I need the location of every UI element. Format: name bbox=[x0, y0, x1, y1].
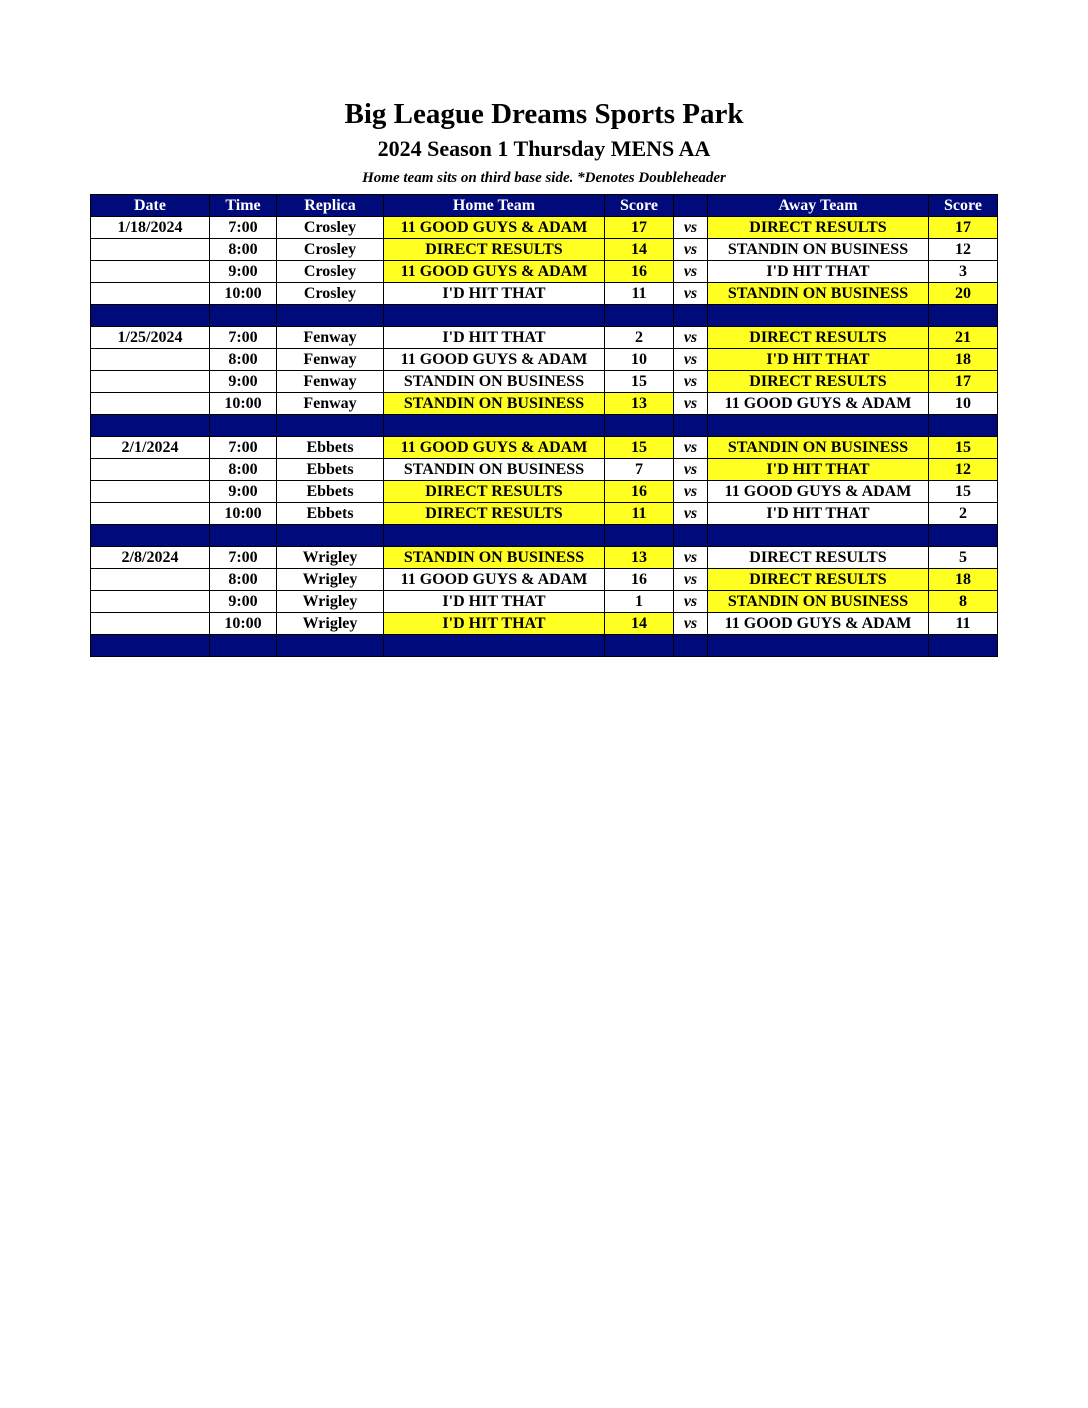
game-date bbox=[91, 503, 210, 525]
separator-cell bbox=[384, 635, 605, 657]
vs-label: vs bbox=[674, 481, 708, 503]
separator-cell bbox=[277, 525, 384, 547]
away-team: STANDIN ON BUSINESS bbox=[708, 437, 929, 459]
game-date bbox=[91, 283, 210, 305]
separator-cell bbox=[605, 415, 674, 437]
away-team: 11 GOOD GUYS & ADAM bbox=[708, 481, 929, 503]
game-row bbox=[91, 327, 998, 349]
game-time: 8:00 bbox=[210, 239, 277, 261]
game-field: Fenway bbox=[277, 349, 384, 371]
separator-cell bbox=[277, 305, 384, 327]
separator-cell bbox=[384, 305, 605, 327]
game-date bbox=[91, 591, 210, 613]
game-time: 7:00 bbox=[210, 327, 277, 349]
home-score: 10 bbox=[605, 349, 674, 371]
separator-cell bbox=[91, 635, 210, 657]
separator-cell bbox=[708, 635, 929, 657]
game-field: Wrigley bbox=[277, 547, 384, 569]
game-time: 8:00 bbox=[210, 459, 277, 481]
game-row bbox=[91, 349, 998, 371]
away-score: 21 bbox=[929, 327, 998, 349]
home-team: 11 GOOD GUYS & ADAM bbox=[384, 261, 605, 283]
home-score: 16 bbox=[605, 569, 674, 591]
game-date: 1/25/2024 bbox=[91, 327, 210, 349]
away-score: 17 bbox=[929, 371, 998, 393]
game-row bbox=[91, 591, 998, 613]
away-team: DIRECT RESULTS bbox=[708, 217, 929, 239]
home-score: 2 bbox=[605, 327, 674, 349]
separator-cell bbox=[929, 305, 998, 327]
home-team: I'D HIT THAT bbox=[384, 591, 605, 613]
away-team: DIRECT RESULTS bbox=[708, 327, 929, 349]
vs-label: vs bbox=[674, 437, 708, 459]
game-row bbox=[91, 503, 998, 525]
game-row bbox=[91, 569, 998, 591]
separator-cell bbox=[929, 635, 998, 657]
game-field: Wrigley bbox=[277, 613, 384, 635]
col-header-time: Time bbox=[210, 195, 277, 217]
game-time: 10:00 bbox=[210, 283, 277, 305]
separator-cell bbox=[929, 525, 998, 547]
game-time: 10:00 bbox=[210, 503, 277, 525]
separator-cell bbox=[674, 415, 708, 437]
game-time: 8:00 bbox=[210, 349, 277, 371]
away-score: 2 bbox=[929, 503, 998, 525]
col-header-vs bbox=[674, 195, 708, 217]
game-date bbox=[91, 239, 210, 261]
separator-cell bbox=[674, 635, 708, 657]
away-team: DIRECT RESULTS bbox=[708, 371, 929, 393]
away-score: 18 bbox=[929, 569, 998, 591]
away-score: 5 bbox=[929, 547, 998, 569]
home-team: DIRECT RESULTS bbox=[384, 481, 605, 503]
home-team: I'D HIT THAT bbox=[384, 283, 605, 305]
page-subtitle: 2024 Season 1 Thursday MENS AA bbox=[377, 136, 711, 161]
game-date bbox=[91, 481, 210, 503]
away-team: STANDIN ON BUSINESS bbox=[708, 283, 929, 305]
separator-cell bbox=[277, 415, 384, 437]
game-row bbox=[91, 217, 998, 239]
game-row bbox=[91, 261, 998, 283]
vs-label: vs bbox=[674, 459, 708, 481]
home-team: I'D HIT THAT bbox=[384, 613, 605, 635]
game-row bbox=[91, 283, 998, 305]
home-team: STANDIN ON BUSINESS bbox=[384, 547, 605, 569]
week-separator-row bbox=[91, 525, 998, 547]
game-field: Fenway bbox=[277, 393, 384, 415]
separator-cell bbox=[210, 415, 277, 437]
game-time: 9:00 bbox=[210, 481, 277, 503]
game-date bbox=[91, 613, 210, 635]
separator-cell bbox=[708, 525, 929, 547]
home-score: 17 bbox=[605, 217, 674, 239]
game-row bbox=[91, 547, 998, 569]
separator-cell bbox=[708, 415, 929, 437]
separator-cell bbox=[605, 525, 674, 547]
game-date bbox=[91, 371, 210, 393]
home-team: 11 GOOD GUYS & ADAM bbox=[384, 349, 605, 371]
away-score: 10 bbox=[929, 393, 998, 415]
game-field: Ebbets bbox=[277, 459, 384, 481]
game-date bbox=[91, 349, 210, 371]
col-header-away-team: Away Team bbox=[708, 195, 929, 217]
separator-cell bbox=[91, 415, 210, 437]
game-time: 7:00 bbox=[210, 547, 277, 569]
game-row bbox=[91, 393, 998, 415]
separator-cell bbox=[210, 305, 277, 327]
away-team: STANDIN ON BUSINESS bbox=[708, 239, 929, 261]
separator-cell bbox=[605, 635, 674, 657]
away-score: 12 bbox=[929, 239, 998, 261]
schedule-table bbox=[90, 194, 998, 657]
game-time: 9:00 bbox=[210, 261, 277, 283]
game-time: 10:00 bbox=[210, 613, 277, 635]
home-score: 14 bbox=[605, 613, 674, 635]
game-date bbox=[91, 459, 210, 481]
col-header-away-score: Score bbox=[929, 195, 998, 217]
separator-cell bbox=[277, 635, 384, 657]
game-row bbox=[91, 437, 998, 459]
vs-label: vs bbox=[674, 327, 708, 349]
col-header-home-score: Score bbox=[605, 195, 674, 217]
game-time: 9:00 bbox=[210, 371, 277, 393]
game-field: Ebbets bbox=[277, 503, 384, 525]
vs-label: vs bbox=[674, 349, 708, 371]
home-team: 11 GOOD GUYS & ADAM bbox=[384, 437, 605, 459]
away-score: 20 bbox=[929, 283, 998, 305]
home-team: I'D HIT THAT bbox=[384, 327, 605, 349]
away-team: I'D HIT THAT bbox=[708, 459, 929, 481]
home-score: 11 bbox=[605, 283, 674, 305]
game-field: Crosley bbox=[277, 283, 384, 305]
game-field: Ebbets bbox=[277, 481, 384, 503]
vs-label: vs bbox=[674, 591, 708, 613]
separator-cell bbox=[674, 305, 708, 327]
home-score: 11 bbox=[605, 503, 674, 525]
away-score: 17 bbox=[929, 217, 998, 239]
away-team: DIRECT RESULTS bbox=[708, 547, 929, 569]
home-team: 11 GOOD GUYS & ADAM bbox=[384, 569, 605, 591]
vs-label: vs bbox=[674, 547, 708, 569]
separator-cell bbox=[91, 305, 210, 327]
separator-cell bbox=[210, 525, 277, 547]
away-team: I'D HIT THAT bbox=[708, 261, 929, 283]
home-team: DIRECT RESULTS bbox=[384, 503, 605, 525]
game-field: Wrigley bbox=[277, 569, 384, 591]
separator-cell bbox=[708, 305, 929, 327]
vs-label: vs bbox=[674, 261, 708, 283]
header-row bbox=[91, 195, 998, 217]
schedule-body bbox=[91, 217, 998, 657]
schedule-note: Home team sits on third base side. *Denotes Doubleheader bbox=[362, 170, 726, 186]
vs-label: vs bbox=[674, 283, 708, 305]
home-score: 1 bbox=[605, 591, 674, 613]
game-row bbox=[91, 459, 998, 481]
page-title: Big League Dreams Sports Park bbox=[344, 98, 744, 130]
game-field: Crosley bbox=[277, 217, 384, 239]
separator-cell bbox=[384, 415, 605, 437]
away-score: 11 bbox=[929, 613, 998, 635]
col-header-home-team: Home Team bbox=[384, 195, 605, 217]
home-score: 15 bbox=[605, 437, 674, 459]
home-score: 7 bbox=[605, 459, 674, 481]
separator-cell bbox=[605, 305, 674, 327]
home-score: 14 bbox=[605, 239, 674, 261]
game-field: Crosley bbox=[277, 239, 384, 261]
game-date bbox=[91, 261, 210, 283]
home-team: 11 GOOD GUYS & ADAM bbox=[384, 217, 605, 239]
away-team: I'D HIT THAT bbox=[708, 503, 929, 525]
home-score: 13 bbox=[605, 547, 674, 569]
away-score: 15 bbox=[929, 481, 998, 503]
game-date: 2/8/2024 bbox=[91, 547, 210, 569]
separator-cell bbox=[91, 525, 210, 547]
separator-cell bbox=[384, 525, 605, 547]
home-score: 16 bbox=[605, 261, 674, 283]
game-field: Wrigley bbox=[277, 591, 384, 613]
away-score: 8 bbox=[929, 591, 998, 613]
game-time: 8:00 bbox=[210, 569, 277, 591]
game-row bbox=[91, 613, 998, 635]
game-time: 10:00 bbox=[210, 393, 277, 415]
game-row bbox=[91, 481, 998, 503]
away-team: DIRECT RESULTS bbox=[708, 569, 929, 591]
game-date bbox=[91, 393, 210, 415]
away-score: 3 bbox=[929, 261, 998, 283]
separator-cell bbox=[210, 635, 277, 657]
home-team: STANDIN ON BUSINESS bbox=[384, 459, 605, 481]
game-row bbox=[91, 371, 998, 393]
home-team: DIRECT RESULTS bbox=[384, 239, 605, 261]
vs-label: vs bbox=[674, 371, 708, 393]
week-separator-row bbox=[91, 415, 998, 437]
week-separator-row bbox=[91, 635, 998, 657]
game-field: Fenway bbox=[277, 327, 384, 349]
game-date: 1/18/2024 bbox=[91, 217, 210, 239]
away-team: 11 GOOD GUYS & ADAM bbox=[708, 613, 929, 635]
away-team: 11 GOOD GUYS & ADAM bbox=[708, 393, 929, 415]
week-separator-row bbox=[91, 305, 998, 327]
vs-label: vs bbox=[674, 393, 708, 415]
separator-cell bbox=[674, 525, 708, 547]
vs-label: vs bbox=[674, 239, 708, 261]
away-team: I'D HIT THAT bbox=[708, 349, 929, 371]
game-time: 7:00 bbox=[210, 437, 277, 459]
home-team: STANDIN ON BUSINESS bbox=[384, 393, 605, 415]
game-field: Crosley bbox=[277, 261, 384, 283]
vs-label: vs bbox=[674, 613, 708, 635]
vs-label: vs bbox=[674, 569, 708, 591]
home-score: 13 bbox=[605, 393, 674, 415]
game-row bbox=[91, 239, 998, 261]
col-header-replica: Replica bbox=[277, 195, 384, 217]
away-score: 12 bbox=[929, 459, 998, 481]
home-score: 15 bbox=[605, 371, 674, 393]
game-field: Fenway bbox=[277, 371, 384, 393]
separator-cell bbox=[929, 415, 998, 437]
game-date: 2/1/2024 bbox=[91, 437, 210, 459]
game-date bbox=[91, 569, 210, 591]
game-field: Ebbets bbox=[277, 437, 384, 459]
vs-label: vs bbox=[674, 503, 708, 525]
away-score: 15 bbox=[929, 437, 998, 459]
home-team: STANDIN ON BUSINESS bbox=[384, 371, 605, 393]
home-score: 16 bbox=[605, 481, 674, 503]
game-time: 7:00 bbox=[210, 217, 277, 239]
col-header-date: Date bbox=[91, 195, 210, 217]
game-time: 9:00 bbox=[210, 591, 277, 613]
vs-label: vs bbox=[674, 217, 708, 239]
away-score: 18 bbox=[929, 349, 998, 371]
away-team: STANDIN ON BUSINESS bbox=[708, 591, 929, 613]
